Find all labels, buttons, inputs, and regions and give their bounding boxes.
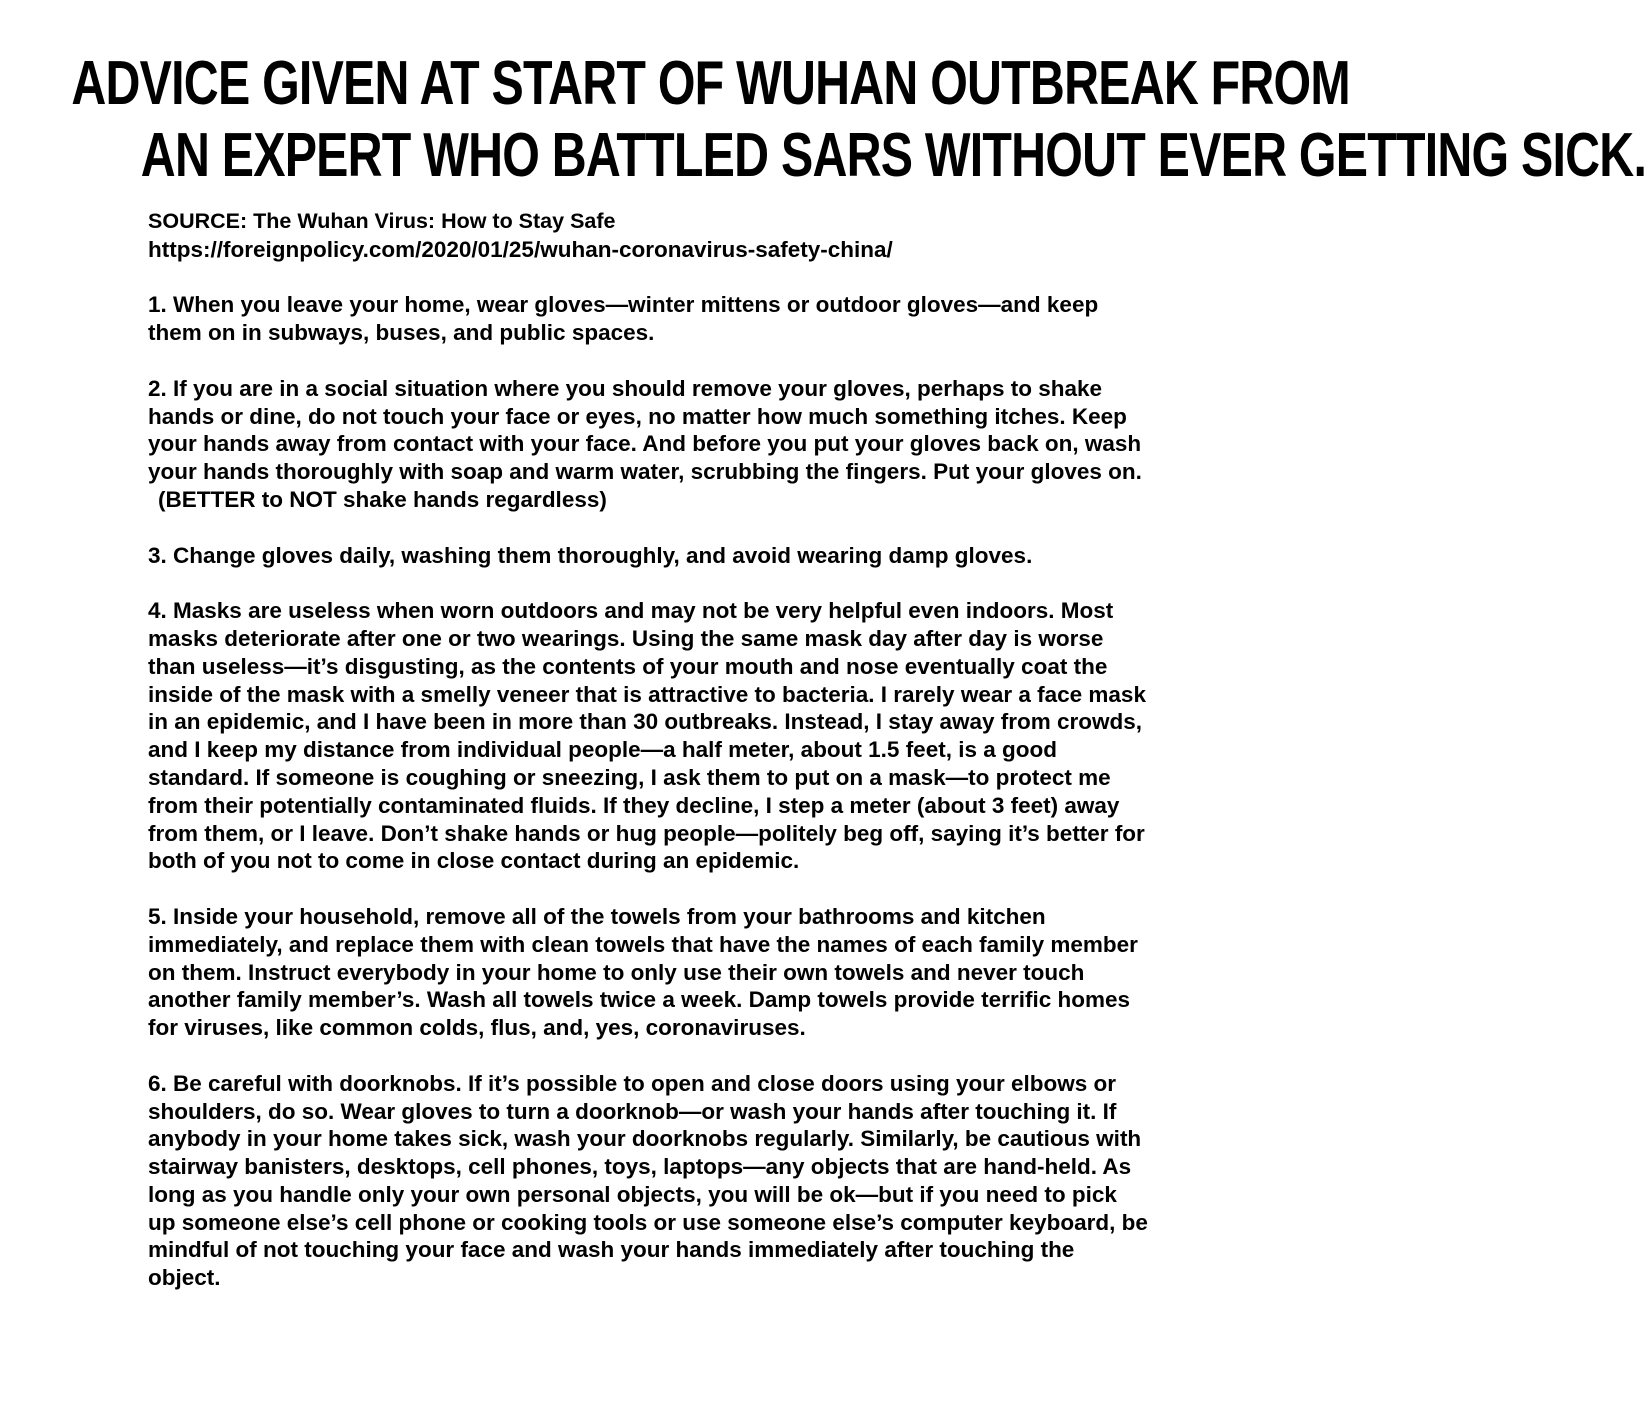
advice-item-2-aside: (BETTER to NOT shake hands regardless) (158, 486, 607, 512)
advice-item-4-text: 4. Masks are useless when worn outdoors and may not be very helpful even indoors. Most masks deteriorate after one or two wearings. Using the same mask day after day is worse than useless—it’s disgusting, as the contents of your mouth and nose eventually coat the inside of the mask with a smelly veneer that is attractive to bacteria. I rarely wear a face mask in an epidemic, and I have been in more than 30 outbreaks. Instead, I stay away from crowds, and I keep my distance from individual people—a half meter, about 1.5 feet, is a good standard. If someone is coughing or sneezing, I ask them to put on a mask—to protect me from their potentially contaminated fluids. If they decline, I step a meter (about 3 feet) away from them, or I leave. Don’t shake hands or hug people—politely beg off, saying it’s better for both of you not to come in close contact during an epidemic. (148, 598, 1146, 874)
headline (0, 48, 1646, 192)
source-citation (148, 208, 1148, 264)
advice-item-5-text: 5. Inside your household, remove all of the towels from your bathrooms and kitchen immediately, and replace them with clean towels that have the names of each family member on them. Instruct everybody in your home to only use their own towels and never touch another family member’s. Wash all towels twice a week. Damp towels provide terrific homes for viruses, like common colds, flus, and, yes, coronaviruses. (148, 903, 1138, 1041)
source-url: https://foreignpolicy.com/2020/01/25/wuhan-coronavirus-safety-china/ (148, 236, 893, 262)
advice-item-4 (148, 597, 1148, 875)
advice-item-5 (148, 903, 1148, 1042)
advice-item-1 (148, 291, 1148, 347)
advice-item-3 (148, 542, 1148, 570)
advice-item-2 (148, 375, 1148, 514)
article-body (148, 208, 1148, 1320)
advice-item-6-text: 6. Be careful with doorknobs. If it’s possible to open and close doors using your elbows or shoulders, do so. Wear gloves to turn a doorknob—or wash your hands after touching it. If anybody in your home takes sick, wash your doorknobs regularly. Similarly, be cautious with stairway banisters, desktops, cell phones, toys, laptops—any objects that are hand-held. As long as you handle only your own personal objects, you will be ok—but if you need to pick up someone else’s cell phone or cooking tools or use someone else’s computer keyboard, be mindful of not touching your face and wash your hands immediately after touching the object. (148, 1070, 1148, 1291)
advice-item-2-text: 2. If you are in a social situation where you should remove your gloves, perhaps to shake hands or dine, do not touch your face or eyes, no matter how much something itches. Keep your hands away from contact with your face. And before you put your gloves back on, wash your hands thoroughly with soap and warm water, scrubbing the fingers. Put your gloves on. (148, 375, 1142, 485)
advice-item-6 (148, 1070, 1148, 1292)
advice-item-3-text: 3. Change gloves daily, washing them thoroughly, and avoid wearing damp gloves. (148, 542, 1033, 568)
advice-item-1-text: 1. When you leave your home, wear gloves—winter mittens or outdoor gloves—and keep them on in subways, buses, and public spaces. (148, 292, 1099, 346)
headline-line-1: ADVICE GIVEN AT START OF WUHAN OUTBREAK FROM (71, 49, 1350, 118)
source-title: SOURCE: The Wuhan Virus: How to Stay Safe (148, 209, 616, 233)
headline-line-2: AN EXPERT WHO BATTLED SARS WITHOUT EVER GETTING SICK. (140, 121, 1646, 190)
